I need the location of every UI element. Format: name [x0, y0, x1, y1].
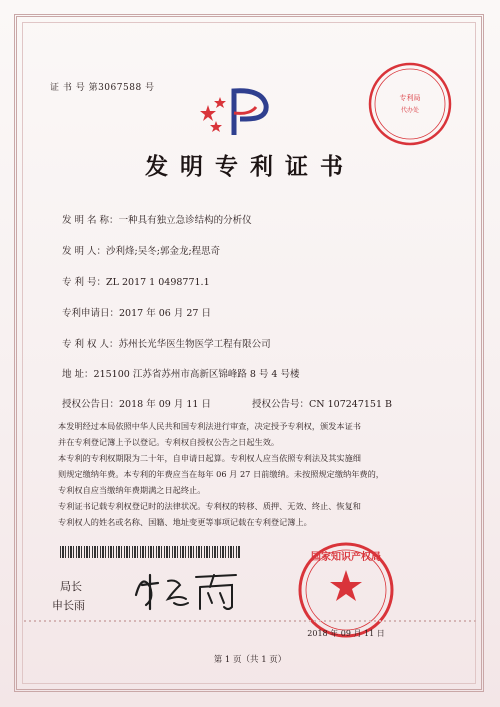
patent-office-emblem-icon — [200, 85, 282, 139]
patentee-value: 苏州长光华医生物医学工程有限公司 — [118, 339, 271, 350]
filing-date-label: 专利申请日： — [62, 308, 120, 319]
inventor-value: 沙利烽;吴冬;郭金龙;程思奇 — [106, 246, 221, 257]
patentee-label: 专 利 权 人： — [62, 339, 119, 350]
patent-number-label: 专 利 号： — [62, 277, 107, 288]
svg-text:专利局: 专利局 — [399, 94, 421, 102]
office-seal-bottom — [292, 540, 400, 644]
seal-date: 2018 年 09 月 11 日 — [307, 629, 385, 638]
paragraph-line-7: 专利权人的姓名或名称、国籍、地址变更等事项记载在专利登记簿上。 — [58, 517, 312, 527]
director-signature — [128, 565, 248, 613]
grant-number-label: 授权公告号： — [252, 399, 310, 410]
office-seal-top — [366, 60, 454, 148]
paragraph-line-4: 则规定缴纳年费。本专利的年费应当在每年 06 月 27 日前缴纳。未按照规定缴纳年费的， — [58, 469, 384, 479]
patentee-row — [62, 336, 271, 350]
invention-name-label: 发 明 名 称： — [62, 215, 119, 226]
address-row — [62, 366, 299, 380]
paragraph-line-1: 本发明经过本局依照中华人民共和国专利法进行审查，决定授予专利权，颁发本证书 — [58, 421, 361, 431]
seal-text: 国家知识产权局 — [311, 552, 381, 563]
paragraph-line-5: 专利权自应当缴纳年费期满之日起终止。 — [58, 485, 206, 495]
paragraph-line-2: 并在专利登记簿上予以登记。专利权自授权公告之日起生效。 — [58, 437, 280, 447]
paragraph-line-3: 本专利的专利权期限为二十年，自申请日起算。专利权人应当依照专利法及其实施细 — [58, 453, 361, 463]
address-value: 215100 江苏省苏州市高新区锦峰路 8 号 4 号楼 — [93, 369, 300, 380]
decorative-dotted-line — [24, 620, 476, 622]
patent-number-value: ZL 2017 1 0498771.1 — [106, 277, 210, 288]
inventor-label: 发 明 人： — [62, 246, 107, 257]
certificate-number: 证 书 号 第3067588 号 — [50, 83, 155, 93]
inventor-row — [62, 243, 220, 257]
invention-name-value: 一种具有独立急诊结构的分析仪 — [118, 215, 252, 226]
director-title: 局长 — [60, 580, 82, 593]
address-label: 地 址： — [62, 369, 94, 380]
grant-number-row — [252, 396, 392, 410]
patent-number-row — [62, 274, 210, 288]
invention-name-row — [62, 212, 252, 226]
svg-text:代办处: 代办处 — [400, 107, 420, 114]
certificate-title: 发明专利证书 — [145, 153, 355, 180]
page-footer: 第 1 页（共 1 页） — [213, 655, 287, 665]
filing-date-value: 2017 年 06 月 27 日 — [119, 308, 211, 319]
grant-date-value: 2018 年 09 月 11 日 — [119, 399, 211, 410]
barcode — [60, 546, 240, 558]
grant-date-label: 授权公告日： — [62, 399, 120, 410]
director-name: 申长雨 — [52, 599, 85, 612]
grant-number-value: CN 107247151 B — [309, 399, 393, 410]
paragraph-line-6: 专利证书记载专利权登记时的法律状况。专利权的转移、质押、无效、终止、恢复和 — [58, 501, 361, 511]
filing-date-row — [62, 305, 211, 319]
grant-date-row — [62, 396, 211, 410]
